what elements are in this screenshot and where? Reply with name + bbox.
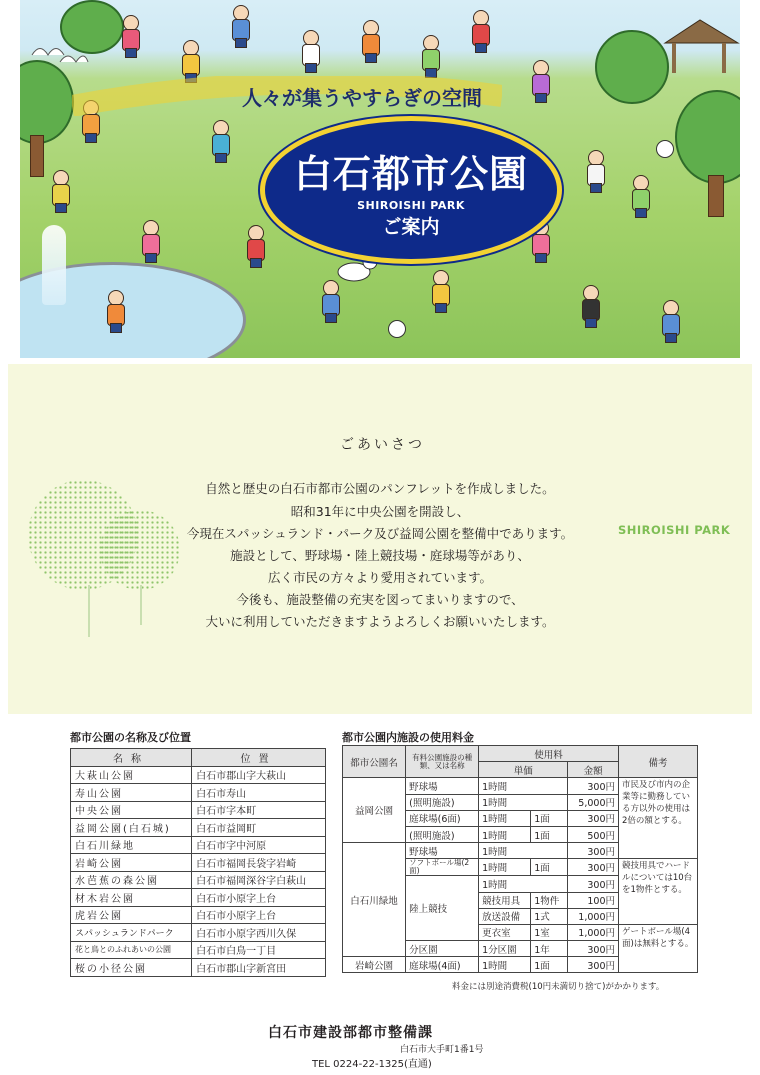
park-name: 花と鳥とのふれあいの公園 xyxy=(71,941,192,959)
park-location: 白石市郡山字大萩山 xyxy=(192,766,326,784)
child-figure xyxy=(630,175,650,215)
park-location: 白石市益岡町 xyxy=(192,819,326,837)
park-name: 益岡公園 xyxy=(343,778,406,843)
tree-icon xyxy=(595,30,669,104)
park-name: 白石川緑地 xyxy=(343,843,406,957)
column-header-fee: 使用料 xyxy=(479,746,619,762)
park-name: 白石川緑地 xyxy=(71,836,192,854)
parks-heading: 都市公園の名称及び位置 xyxy=(70,731,191,744)
greeting-line: 今現在スパッシュランド・パーク及び益岡公園を整備中であります。 xyxy=(186,526,574,541)
unit-qty: 1面 xyxy=(531,826,568,842)
park-title-english: SHIROISHI PARK xyxy=(357,199,465,212)
greeting-line: 自然と歴史の白石市都市公園のパンフレットを作成しました。 xyxy=(205,481,555,496)
column-header-amount: 金額 xyxy=(568,762,619,778)
remark: ゲートボール場(4面)は無料とする。 xyxy=(619,924,698,973)
greeting-line: 今後も、施設整備の充実を図ってまいりますので、 xyxy=(236,592,524,607)
park-name: スパッシュランドパーク xyxy=(71,924,192,942)
ball-icon xyxy=(656,140,674,158)
column-header-remarks: 備考 xyxy=(619,746,698,778)
unit: 1時間 xyxy=(479,876,568,892)
child-figure xyxy=(50,170,70,210)
park-name: 寿山公園 xyxy=(71,784,192,802)
unit: 1時間 xyxy=(479,859,531,876)
unit-qty: 1面 xyxy=(531,859,568,876)
facility-name: 庭球場(6面) xyxy=(406,810,479,826)
pavilion-icon xyxy=(660,18,740,78)
facility-name: 野球場 xyxy=(406,843,479,859)
organization-phone: TEL 0224-22-1325(直通) xyxy=(312,1059,432,1070)
unit: 1時間 xyxy=(479,794,568,810)
unit: 1時間 xyxy=(479,778,568,794)
unit: 更衣室 xyxy=(479,924,531,940)
bird-icon xyxy=(30,40,90,70)
fountain-icon xyxy=(42,225,66,305)
child-figure xyxy=(660,300,680,340)
child-figure xyxy=(580,285,600,325)
brand-label: SHIROISHI PARK xyxy=(618,523,731,537)
child-figure xyxy=(360,20,380,60)
column-header-park: 都市公園名 xyxy=(343,746,406,778)
hero-illustration xyxy=(20,0,740,358)
table-row xyxy=(71,819,326,837)
park-location: 白石市小原字西川久保 xyxy=(192,924,326,942)
table-header-row xyxy=(343,746,698,762)
park-title: 白石都市公園 xyxy=(293,152,528,196)
child-figure xyxy=(120,15,140,55)
organization-name: 白石市建設部都市整備課 xyxy=(268,1025,433,1041)
park-name: 大萩山公園 xyxy=(71,766,192,784)
amount: 100円 xyxy=(568,892,619,908)
park-location: 白石市小原字上台 xyxy=(192,906,326,924)
park-name: 材木岩公園 xyxy=(71,889,192,907)
unit: 放送設備 xyxy=(479,908,531,924)
park-name: 桜の小径公園 xyxy=(71,959,192,977)
child-figure xyxy=(245,225,265,265)
table-row xyxy=(71,924,326,942)
facility-name: 陸上競技 xyxy=(406,876,479,941)
facility-name: ソフトボール場(2面) xyxy=(406,859,479,876)
column-header-location: 位置 xyxy=(192,749,326,767)
column-header-facility: 有料公園施設の種類、又は名称 xyxy=(406,746,479,778)
amount: 300円 xyxy=(568,859,619,876)
greeting-line: 施設として、野球場・陸上競技場・庭球場等があり、 xyxy=(230,548,530,563)
unit: 1時間 xyxy=(479,957,531,973)
child-figure xyxy=(180,40,200,80)
child-figure xyxy=(420,35,440,75)
unit: 1時間 xyxy=(479,826,531,842)
table-row xyxy=(71,801,326,819)
column-header-unit: 単価 xyxy=(479,762,568,778)
tax-note: 料金には別途消費税(10円未満切り捨て)がかかります。 xyxy=(452,982,665,992)
park-name: 益岡公園(白石城) xyxy=(71,819,192,837)
table-row xyxy=(71,889,326,907)
park-name: 岩崎公園 xyxy=(343,957,406,973)
child-figure xyxy=(430,270,450,310)
greeting-line: 広く市民の方々より愛用されています。 xyxy=(267,570,492,585)
unit-qty: 1物件 xyxy=(531,892,568,908)
column-header-name: 名称 xyxy=(71,749,192,767)
park-location: 白石市福岡長袋字岩崎 xyxy=(192,854,326,872)
table-header-row xyxy=(71,749,326,767)
amount: 300円 xyxy=(568,810,619,826)
park-name: 水芭蕉の森公園 xyxy=(71,871,192,889)
remark: 市民及び市内の企業等に勤務している方以外の使用は2倍の額とする。 xyxy=(619,778,698,859)
amount: 1,000円 xyxy=(568,908,619,924)
amount: 300円 xyxy=(568,876,619,892)
tree-trunk xyxy=(30,135,44,177)
amount: 500円 xyxy=(568,826,619,842)
child-figure xyxy=(300,30,320,70)
park-location: 白石市白鳥一丁目 xyxy=(192,941,326,959)
park-title-badge xyxy=(260,116,562,264)
park-guide-label: ご案内 xyxy=(382,216,440,238)
park-location: 白石市福岡深谷字白萩山 xyxy=(192,871,326,889)
table-row xyxy=(71,906,326,924)
unit: 競技用具 xyxy=(479,892,531,908)
unit: 1時間 xyxy=(479,810,531,826)
unit: 1時間 xyxy=(479,843,568,859)
park-location: 白石市小原字上台 xyxy=(192,889,326,907)
park-location: 白石市郡山字新宮田 xyxy=(192,959,326,977)
amount: 5,000円 xyxy=(568,794,619,810)
park-name: 岩崎公園 xyxy=(71,854,192,872)
amount: 300円 xyxy=(568,957,619,973)
unit-qty: 1室 xyxy=(531,924,568,940)
hero-banner-text: 人々が集うやすらぎの空間 xyxy=(242,86,482,110)
table-row xyxy=(71,959,326,977)
facility-name: (照明施設) xyxy=(406,794,479,810)
soccer-ball-icon xyxy=(388,320,406,338)
child-figure xyxy=(470,10,490,50)
amount: 300円 xyxy=(568,778,619,794)
table-row xyxy=(71,854,326,872)
child-figure xyxy=(530,60,550,100)
organization-address: 白石市大手町1番1号 xyxy=(400,1045,484,1055)
child-figure xyxy=(140,220,160,260)
amount: 300円 xyxy=(568,941,619,957)
amount: 300円 xyxy=(568,843,619,859)
child-figure xyxy=(105,290,125,330)
facility-name: 庭球場(4面) xyxy=(406,957,479,973)
tree-icon xyxy=(20,60,74,144)
greeting-line: 昭和31年に中央公園を開設し、 xyxy=(290,504,470,519)
greeting-line: 大いに利用していただきますようよろしくお願いいたします。 xyxy=(205,614,555,629)
park-name: 虎岩公園 xyxy=(71,906,192,924)
table-row xyxy=(71,766,326,784)
hero-banner-ribbon xyxy=(72,76,502,116)
fees-table xyxy=(342,745,698,973)
unit-qty: 1面 xyxy=(531,957,568,973)
table-row xyxy=(71,871,326,889)
facility-name: 野球場 xyxy=(406,778,479,794)
unit-qty: 1式 xyxy=(531,908,568,924)
table-row xyxy=(71,941,326,959)
facility-name: 分区園 xyxy=(406,941,479,957)
unit: 1分区園 xyxy=(479,941,531,957)
child-figure xyxy=(210,120,230,160)
park-location: 白石市字中河原 xyxy=(192,836,326,854)
unit-qty: 1面 xyxy=(531,810,568,826)
unit-qty: 1年 xyxy=(531,941,568,957)
child-figure xyxy=(585,150,605,190)
table-row xyxy=(71,836,326,854)
table-row xyxy=(71,784,326,802)
child-figure xyxy=(230,5,250,45)
greeting-heading: ごあいさつ xyxy=(340,437,425,453)
park-name: 中央公園 xyxy=(71,801,192,819)
table-row xyxy=(343,778,698,794)
fees-heading: 都市公園内施設の使用料金 xyxy=(342,731,474,744)
park-location: 白石市字本町 xyxy=(192,801,326,819)
remark: 競技用具でハードルについては10台を1物件とする。 xyxy=(619,859,698,925)
amount: 1,000円 xyxy=(568,924,619,940)
tree-trunk xyxy=(708,175,724,217)
park-location: 白石市寿山 xyxy=(192,784,326,802)
facility-name: (照明施設) xyxy=(406,826,479,842)
tree-icon xyxy=(675,90,740,184)
parks-table xyxy=(70,748,326,977)
